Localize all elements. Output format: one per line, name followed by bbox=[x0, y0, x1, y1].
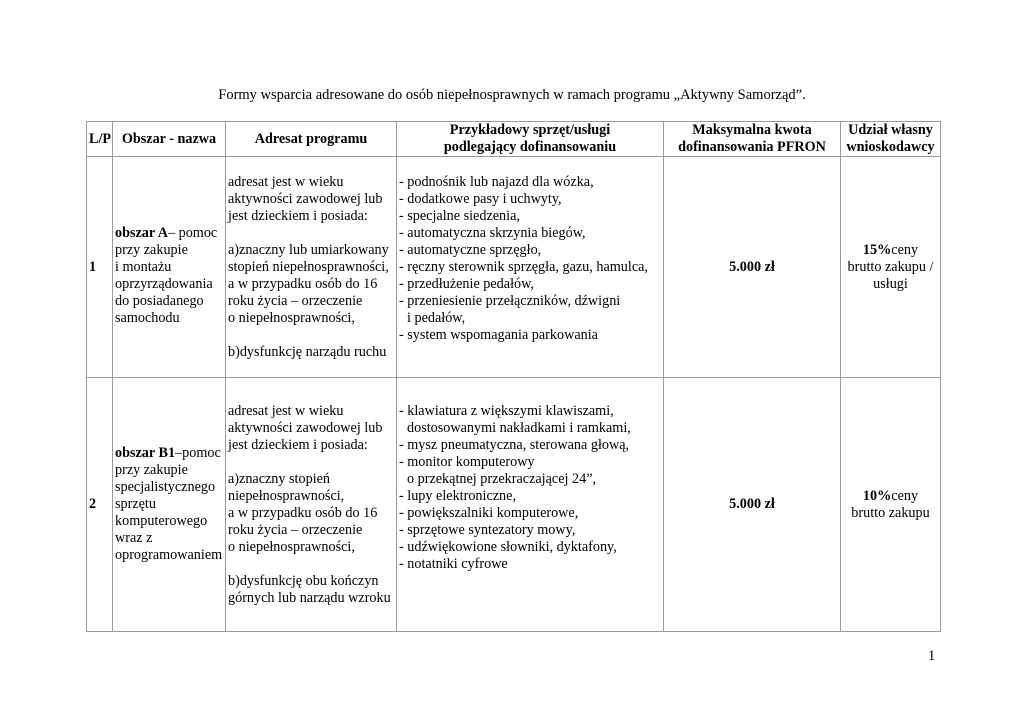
adresat-line: a w przypadku osób do 16 bbox=[228, 275, 378, 292]
row-adresat bbox=[226, 378, 397, 632]
header-sprzet-line2: podlegający dofinansowaniu bbox=[443, 139, 617, 155]
row-lp: 2 bbox=[87, 378, 113, 632]
sprzet-line: - lupy elektroniczne, bbox=[399, 487, 516, 504]
row-udzial bbox=[841, 157, 941, 378]
udzial-percent: 15% bbox=[862, 241, 892, 258]
obszar-line: przy zakupie bbox=[115, 462, 188, 478]
row-adresat bbox=[226, 157, 397, 378]
sprzet-line: - notatniki cyfrowe bbox=[399, 555, 508, 572]
adresat-line: o niepełnosprawności, bbox=[228, 538, 355, 555]
header-obszar: Obszar - nazwa bbox=[113, 122, 226, 157]
adresat-line: adresat jest w wieku bbox=[228, 402, 344, 419]
table-header-row bbox=[87, 122, 941, 157]
sprzet-line: - mysz pneumatyczna, sterowana głową, bbox=[399, 436, 630, 453]
obszar-line: oprzyrządowania bbox=[115, 276, 213, 292]
sprzet-line: - podnośnik lub najazd dla wózka, bbox=[399, 173, 594, 190]
obszar-name: obszar B1 bbox=[115, 445, 176, 461]
obszar-line: wraz z bbox=[115, 530, 153, 546]
header-kwota-line1: Maksymalna kwota bbox=[692, 122, 812, 138]
row-lp: 1 bbox=[87, 157, 113, 378]
row-sprzet bbox=[397, 378, 664, 632]
document-title: Formy wsparcia adresowane do osób niepełnosprawnych w ramach programu „Aktywny Samorząd”. bbox=[218, 87, 806, 103]
header-lp: L/P bbox=[87, 122, 113, 157]
header-sprzet-line1: Przykładowy sprzęt/usługi bbox=[449, 122, 611, 138]
udzial-text: brutto zakupu bbox=[851, 504, 930, 521]
sprzet-line: - przedłużenie pedałów, bbox=[399, 275, 534, 292]
sprzet-line: - monitor komputerowy bbox=[399, 453, 535, 470]
page-number: 1 bbox=[928, 648, 936, 664]
row-kwota: 5.000 zł bbox=[664, 378, 841, 632]
header-kwota bbox=[664, 122, 841, 157]
header-adresat: Adresat programu bbox=[226, 122, 397, 157]
adresat-line: jest dzieckiem i posiada: bbox=[228, 436, 368, 453]
adresat-line: b)dysfunkcję obu kończyn bbox=[228, 572, 379, 589]
sprzet-line: - ręczny sterownik sprzęgła, gazu, hamulca, bbox=[399, 258, 648, 275]
obszar-line: –pomoc bbox=[175, 445, 221, 461]
row-kwota: 5.000 zł bbox=[664, 157, 841, 378]
obszar-line: przy zakupie bbox=[115, 242, 188, 258]
adresat-line: aktywności zawodowej lub bbox=[228, 419, 383, 436]
sprzet-line: - przeniesienie przełączników, dźwigni bbox=[399, 292, 621, 309]
header-udzial-line2: wnioskodawcy bbox=[846, 139, 935, 155]
adresat-line: górnych lub narządu wzroku bbox=[228, 589, 391, 606]
row-obszar bbox=[113, 157, 226, 378]
header-sprzet bbox=[397, 122, 664, 157]
row-obszar bbox=[113, 378, 226, 632]
obszar-line: i montażu bbox=[115, 259, 172, 275]
adresat-line: a w przypadku osób do 16 bbox=[228, 504, 378, 521]
sprzet-line: - powiększalniki komputerowe, bbox=[399, 504, 579, 521]
header-udzial-line1: Udział własny bbox=[848, 122, 933, 138]
obszar-line: oprogramowaniem bbox=[115, 547, 223, 563]
sprzet-line: - automatyczne sprzęgło, bbox=[399, 241, 542, 258]
adresat-line: a)znaczny stopień bbox=[228, 470, 331, 487]
obszar-line: samochodu bbox=[115, 310, 180, 326]
adresat-line: b)dysfunkcję narządu ruchu bbox=[228, 343, 387, 360]
adresat-line: roku życia – orzeczenie bbox=[228, 292, 363, 309]
support-forms-table bbox=[86, 121, 941, 632]
sprzet-line: i pedałów, bbox=[407, 309, 466, 326]
sprzet-line: - automatyczna skrzynia biegów, bbox=[399, 224, 586, 241]
sprzet-line: - udźwiękowione słowniki, dyktafony, bbox=[399, 538, 617, 555]
udzial-text: brutto zakupu / bbox=[847, 258, 934, 275]
sprzet-line: dostosowanymi nakładkami i ramkami, bbox=[407, 419, 631, 436]
obszar-line: komputerowego bbox=[115, 513, 208, 529]
udzial-percent: 10% bbox=[862, 487, 892, 504]
header-kwota-line2: dofinansowania PFRON bbox=[678, 139, 826, 155]
table-row bbox=[87, 378, 941, 632]
row-udzial bbox=[841, 378, 941, 632]
adresat-line: adresat jest w wieku bbox=[228, 173, 344, 190]
obszar-line: – pomoc bbox=[167, 225, 218, 241]
obszar-line: sprzętu bbox=[115, 496, 156, 512]
sprzet-line: - dodatkowe pasy i uchwyty, bbox=[399, 190, 562, 207]
udzial-text: ceny bbox=[891, 487, 919, 504]
sprzet-line: - sprzętowe syntezatory mowy, bbox=[399, 521, 576, 538]
obszar-line: specjalistycznego bbox=[115, 479, 216, 495]
adresat-line: niepełnosprawności, bbox=[228, 487, 345, 504]
udzial-text: ceny bbox=[891, 241, 919, 258]
sprzet-line: o przekątnej przekraczającej 24”, bbox=[407, 470, 597, 487]
udzial-text: usługi bbox=[873, 275, 908, 292]
row-sprzet bbox=[397, 157, 664, 378]
adresat-line: a)znaczny lub umiarkowany bbox=[228, 241, 389, 258]
obszar-line: do posiadanego bbox=[115, 293, 204, 309]
adresat-line: jest dzieckiem i posiada: bbox=[228, 207, 368, 224]
adresat-line: roku życia – orzeczenie bbox=[228, 521, 363, 538]
obszar-name: obszar A bbox=[115, 225, 168, 241]
table-row bbox=[87, 157, 941, 378]
adresat-line: aktywności zawodowej lub bbox=[228, 190, 383, 207]
sprzet-line: - system wspomagania parkowania bbox=[399, 326, 598, 343]
sprzet-line: - klawiatura z większymi klawiszami, bbox=[399, 402, 614, 419]
header-udzial bbox=[841, 122, 941, 157]
adresat-line: stopień niepełnosprawności, bbox=[228, 258, 389, 275]
adresat-line: o niepełnosprawności, bbox=[228, 309, 355, 326]
sprzet-line: - specjalne siedzenia, bbox=[399, 207, 520, 224]
